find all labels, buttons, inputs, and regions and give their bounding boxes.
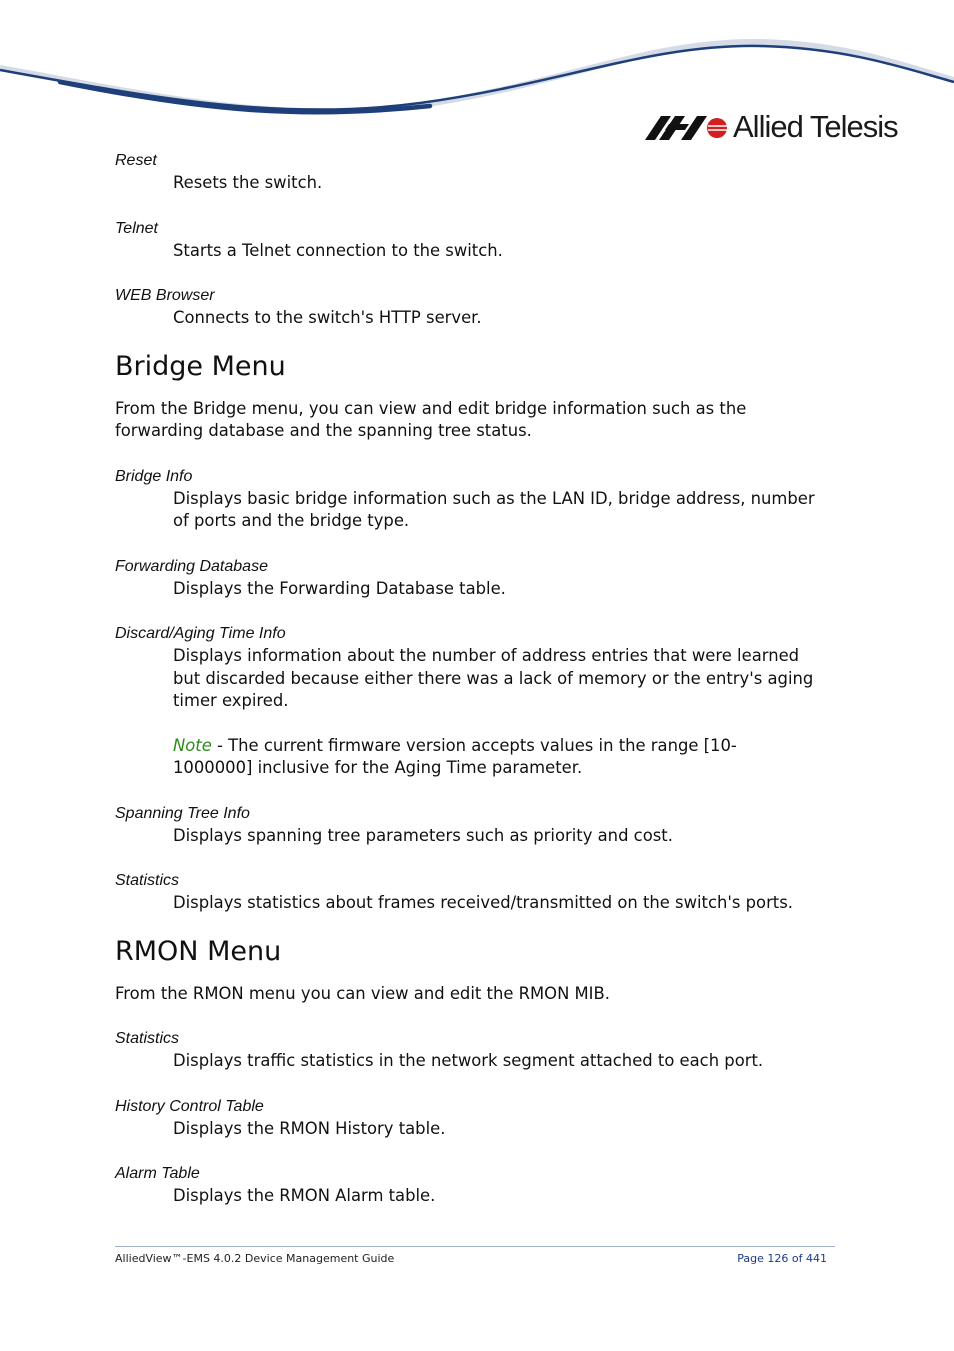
footer-divider — [115, 1246, 835, 1247]
definition-item — [115, 466, 815, 533]
term-web-browser: WEB Browser — [115, 287, 215, 304]
desc-bridge-statistics: Displays statistics about frames received/transmitted on the switch's ports. — [173, 893, 793, 912]
footer-doc-title: AlliedView™-EMS 4.0.2 Device Management Guide — [115, 1252, 395, 1265]
definition-item — [115, 150, 815, 195]
term-bridge-statistics: Statistics — [115, 872, 180, 889]
desc-reset: Resets the switch. — [173, 173, 323, 192]
bridge-intro: From the Bridge menu, you can view and edit bridge information such as the forwarding database and the spanning tree status. — [115, 398, 747, 440]
desc-history-control-table: Displays the RMON History table. — [173, 1118, 446, 1138]
definition-item — [115, 870, 815, 915]
definition-item — [115, 556, 815, 601]
definition-item — [115, 218, 815, 263]
term-forwarding-database: Forwarding Database — [115, 557, 268, 575]
footer-page-number: Page 126 of 441 — [737, 1252, 827, 1265]
desc-spanning-tree-info: Displays spanning tree parameters such as priority and cost. — [173, 825, 673, 845]
note-paragraph — [173, 735, 815, 780]
term-telnet: Telnet — [115, 219, 158, 237]
section-heading-bridge: Bridge Menu — [115, 350, 286, 382]
definition-item — [115, 1163, 815, 1208]
definition-item — [115, 285, 815, 330]
logo-text: Allied Telesis — [733, 109, 898, 144]
definition-item — [115, 1028, 815, 1073]
desc-bridge-info: Displays basic bridge information such as the LAN ID, bridge address, number of ports and the bridge type. — [173, 488, 815, 530]
term-alarm-table: Alarm Table — [115, 1165, 200, 1182]
definition-item — [115, 1096, 815, 1141]
desc-alarm-table: Displays the RMON Alarm table. — [173, 1186, 436, 1205]
page-content — [115, 150, 815, 1208]
term-spanning-tree-info: Spanning Tree Info — [115, 804, 250, 822]
term-discard-aging: Discard/Aging Time Info — [115, 625, 286, 642]
note-text: - The current firmware version accepts values in the range [10-1000000] inclusive for the Aging Time parameter. — [173, 735, 737, 777]
term-rmon-statistics: Statistics — [115, 1030, 180, 1047]
desc-web-browser: Connects to the switch's HTTP server. — [173, 308, 482, 327]
desc-rmon-statistics: Displays traffic statistics in the network segment attached to each port. — [173, 1051, 764, 1070]
definition-item — [115, 623, 815, 780]
term-history-control-table: History Control Table — [115, 1097, 264, 1115]
logo-mark-icon — [645, 114, 729, 150]
term-reset: Reset — [115, 152, 157, 169]
desc-forwarding-database: Displays the Forwarding Database table. — [173, 578, 506, 598]
company-logo — [645, 108, 905, 148]
section-heading-rmon: RMON Menu — [115, 935, 282, 967]
note-label: Note — [173, 735, 212, 755]
desc-discard-aging: Displays information about the number of address entries that were learned but discarded because either there was a lack of memory or the entry's aging timer expired. — [173, 646, 814, 710]
desc-telnet: Starts a Telnet connection to the switch. — [173, 240, 503, 260]
rmon-intro: From the RMON menu you can view and edit the RMON MIB. — [115, 983, 610, 1003]
term-bridge-info: Bridge Info — [115, 467, 193, 485]
definition-item — [115, 803, 815, 848]
